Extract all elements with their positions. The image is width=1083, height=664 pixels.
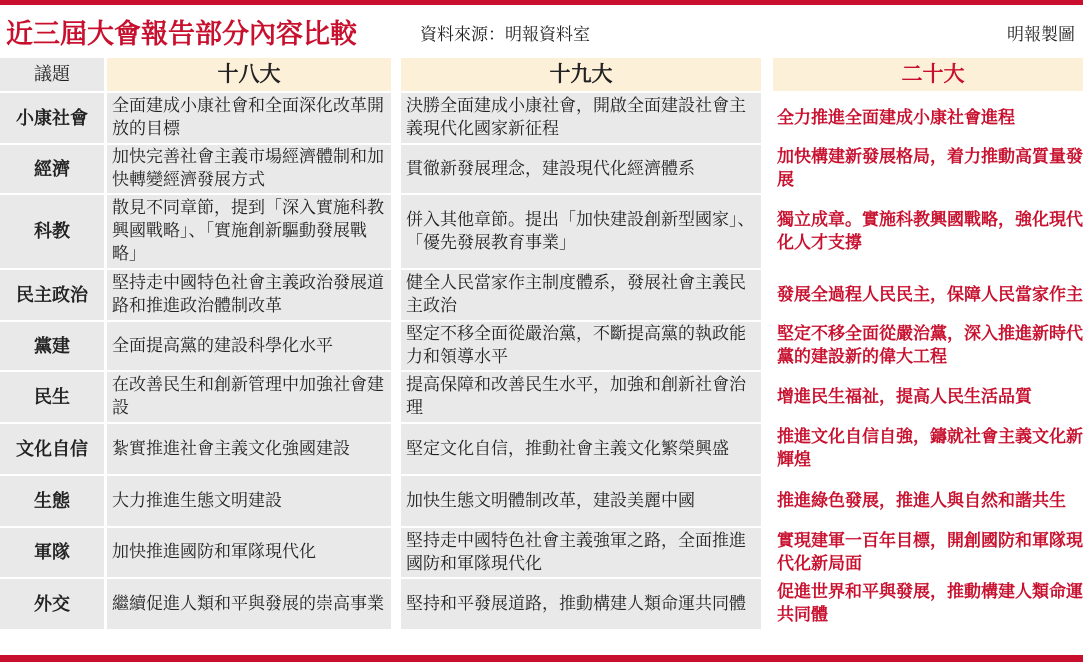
column-gap — [764, 372, 770, 424]
column-gap — [764, 145, 770, 195]
col-header-18th: 十八大 — [107, 58, 391, 93]
column-gap — [394, 322, 398, 372]
column-gap — [764, 424, 770, 476]
cell-18th: 全面提高黨的建設科學化水平 — [107, 322, 391, 372]
cell-20th: 加快構建新發展格局，着力推動高質量發展 — [773, 145, 1083, 195]
column-gap — [394, 424, 398, 476]
cell-19th: 併入其他章節。提出「加快建設創新型國家」、「優先發展教育事業」 — [401, 195, 761, 270]
col-header-19th: 十九大 — [401, 58, 761, 93]
row-topic: 經濟 — [0, 145, 104, 195]
column-gap — [394, 579, 398, 631]
row-topic: 黨建 — [0, 322, 104, 372]
page-title: 近三屆大會報告部分內容比較 — [6, 19, 357, 50]
cell-19th: 健全人民當家作主制度體系，發展社會主義民主政治 — [401, 270, 761, 322]
cell-19th: 堅定文化自信，推動社會主義文化繁榮興盛 — [401, 424, 761, 476]
cell-18th: 全面建成小康社會和全面深化改革開放的目標 — [107, 93, 391, 145]
column-gap — [764, 58, 770, 93]
column-gap — [764, 476, 770, 528]
bottom-rule — [0, 655, 1083, 662]
cell-19th: 貫徹新發展理念，建設現代化經濟體系 — [401, 145, 761, 195]
cell-19th: 堅定不移全面從嚴治黨，不斷提高黨的執政能力和領導水平 — [401, 322, 761, 372]
cell-18th: 堅持走中國特色社會主義政治發展道路和推進政治體制改革 — [107, 270, 391, 322]
cell-19th: 加快生態文明體制改革，建設美麗中國 — [401, 476, 761, 528]
cell-20th: 獨立成章。實施科教興國戰略，強化現代化人才支撐 — [773, 195, 1083, 270]
cell-18th: 加快完善社會主義市場經濟體制和加快轉變經濟發展方式 — [107, 145, 391, 195]
cell-20th: 發展全過程人民民主，保障人民當家作主 — [773, 270, 1083, 322]
credit-note: 明報製圖 — [1007, 25, 1075, 45]
row-topic: 文化自信 — [0, 424, 104, 476]
cell-19th: 提高保障和改善民生水平，加強和創新社會治理 — [401, 372, 761, 424]
col-header-topic: 議題 — [0, 58, 104, 93]
row-topic: 民主政治 — [0, 270, 104, 322]
cell-20th: 促進世界和平與發展，推動構建人類命運共同體 — [773, 579, 1083, 631]
cell-20th: 增進民生福祉，提高人民生活品質 — [773, 372, 1083, 424]
column-gap — [394, 372, 398, 424]
cell-20th: 全力推進全面建成小康社會進程 — [773, 93, 1083, 145]
column-gap — [764, 270, 770, 322]
row-topic: 小康社會 — [0, 93, 104, 145]
cell-18th: 繼續促進人類和平與發展的崇高事業 — [107, 579, 391, 631]
row-topic: 科教 — [0, 195, 104, 270]
row-topic: 外交 — [0, 579, 104, 631]
header — [0, 8, 1083, 52]
column-gap — [394, 195, 398, 270]
column-gap — [764, 322, 770, 372]
source-note: 資料來源：明報資料室 — [420, 25, 590, 45]
cell-18th: 紮實推進社會主義文化強國建設 — [107, 424, 391, 476]
column-gap — [764, 195, 770, 270]
cell-19th: 堅持走中國特色社會主義強軍之路，全面推進國防和軍隊現代化 — [401, 528, 761, 579]
column-gap — [394, 145, 398, 195]
column-gap — [394, 93, 398, 145]
cell-20th: 推進文化自信自強，鑄就社會主義文化新輝煌 — [773, 424, 1083, 476]
comparison-table — [0, 58, 1083, 631]
cell-20th: 實現建軍一百年目標，開創國防和軍隊現代化新局面 — [773, 528, 1083, 579]
row-topic: 軍隊 — [0, 528, 104, 579]
cell-20th: 推進綠色發展，推進人與自然和諧共生 — [773, 476, 1083, 528]
top-rule — [0, 0, 1083, 5]
column-gap — [764, 93, 770, 145]
cell-18th: 加快推進國防和軍隊現代化 — [107, 528, 391, 579]
column-gap — [764, 579, 770, 631]
cell-18th: 在改善民生和創新管理中加強社會建設 — [107, 372, 391, 424]
cell-18th: 大力推進生態文明建設 — [107, 476, 391, 528]
cell-19th: 決勝全面建成小康社會，開啟全面建設社會主義現代化國家新征程 — [401, 93, 761, 145]
col-header-20th: 二十大 — [773, 58, 1083, 93]
column-gap — [764, 528, 770, 579]
column-gap — [394, 528, 398, 579]
column-gap — [394, 58, 398, 93]
row-topic: 民生 — [0, 372, 104, 424]
column-gap — [394, 270, 398, 322]
cell-20th: 堅定不移全面從嚴治黨，深入推進新時代黨的建設新的偉大工程 — [773, 322, 1083, 372]
cell-19th: 堅持和平發展道路，推動構建人類命運共同體 — [401, 579, 761, 631]
cell-18th: 散見不同章節，提到「深入實施科教興國戰略」、「實施創新驅動發展戰略」 — [107, 195, 391, 270]
row-topic: 生態 — [0, 476, 104, 528]
column-gap — [394, 476, 398, 528]
